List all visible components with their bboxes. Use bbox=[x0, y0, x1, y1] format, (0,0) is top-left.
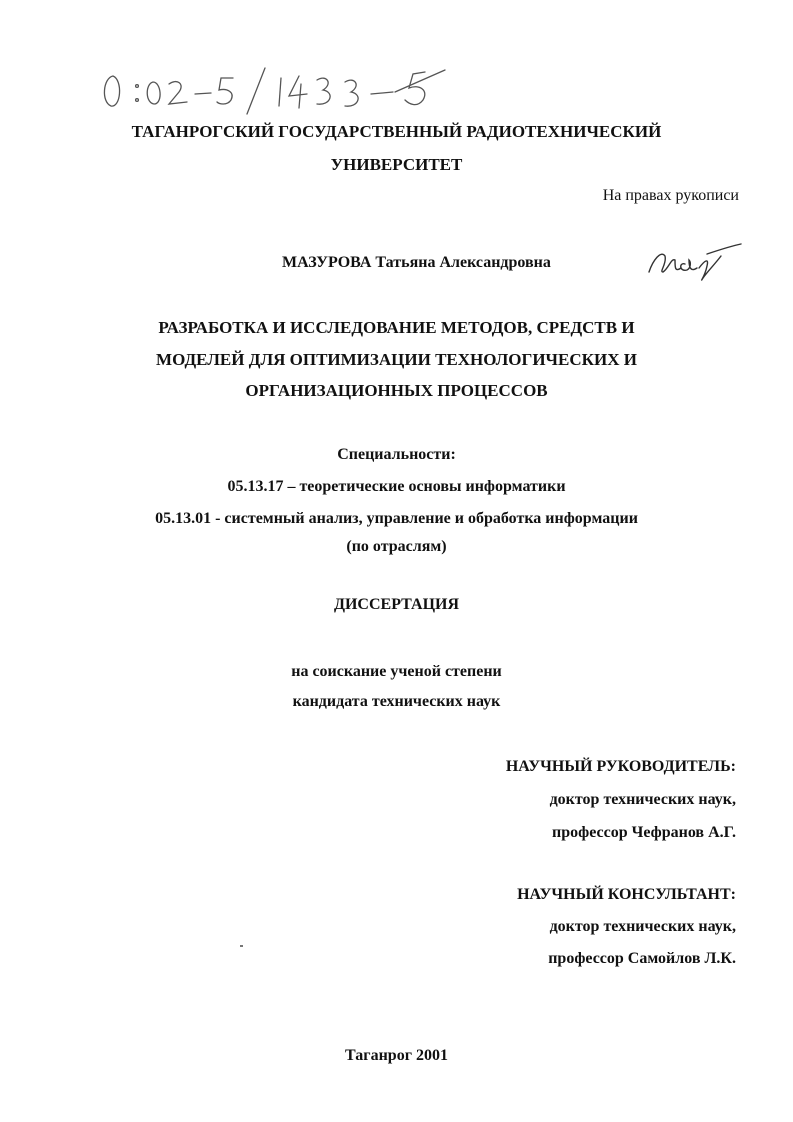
author-name: МАЗУРОВА Татьяна Александровна bbox=[282, 254, 551, 271]
supervisor-line2: профессор Чефранов А.Г. bbox=[552, 824, 736, 841]
manuscript-rights-note: На правах рукописи bbox=[602, 187, 739, 204]
consultant-line2: профессор Самойлов Л.К. bbox=[548, 950, 736, 967]
scan-speck bbox=[240, 945, 243, 947]
university-name-line1: ТАГАНРОГСКИЙ ГОСУДАРСТВЕННЫЙ РАДИОТЕХНИЧЕСКИЙ bbox=[131, 122, 662, 141]
supervisor-line1: доктор технических наук, bbox=[549, 791, 736, 808]
city-year: Таганрог 2001 bbox=[345, 1047, 448, 1064]
document-type: ДИССЕРТАЦИЯ bbox=[333, 596, 460, 613]
archive-mark-text bbox=[0, 0, 1, 1]
consultant-heading: НАУЧНЫЙ КОНСУЛЬТАНТ: bbox=[517, 886, 736, 903]
author-signature bbox=[645, 238, 745, 288]
archive-mark-handwriting bbox=[95, 62, 495, 122]
thesis-title-line2: МОДЕЛЕЙ ДЛЯ ОПТИМИЗАЦИИ ТЕХНОЛОГИЧЕСКИХ И bbox=[156, 350, 637, 369]
specialty-item: 05.13.17 – теоретические основы информатики bbox=[227, 478, 566, 495]
degree-line1: на соискание ученой степени bbox=[291, 663, 502, 680]
consultant-line1: доктор технических наук, bbox=[549, 918, 736, 935]
specialty-item: 05.13.01 - системный анализ, управление и обработка информации bbox=[155, 510, 638, 527]
supervisor-heading: НАУЧНЫЙ РУКОВОДИТЕЛЬ: bbox=[505, 758, 736, 775]
specialty-item: (по отраслям) bbox=[346, 538, 447, 555]
specialties-heading: Специальности: bbox=[337, 446, 456, 463]
thesis-title-line3: ОРГАНИЗАЦИОННЫХ ПРОЦЕССОВ bbox=[245, 381, 548, 400]
university-name-line2: УНИВЕРСИТЕТ bbox=[330, 155, 463, 174]
degree-line2: кандидата технических наук bbox=[292, 693, 501, 710]
thesis-title-line1: РАЗРАБОТКА И ИССЛЕДОВАНИЕ МЕТОДОВ, СРЕДСТВ И bbox=[158, 318, 635, 337]
